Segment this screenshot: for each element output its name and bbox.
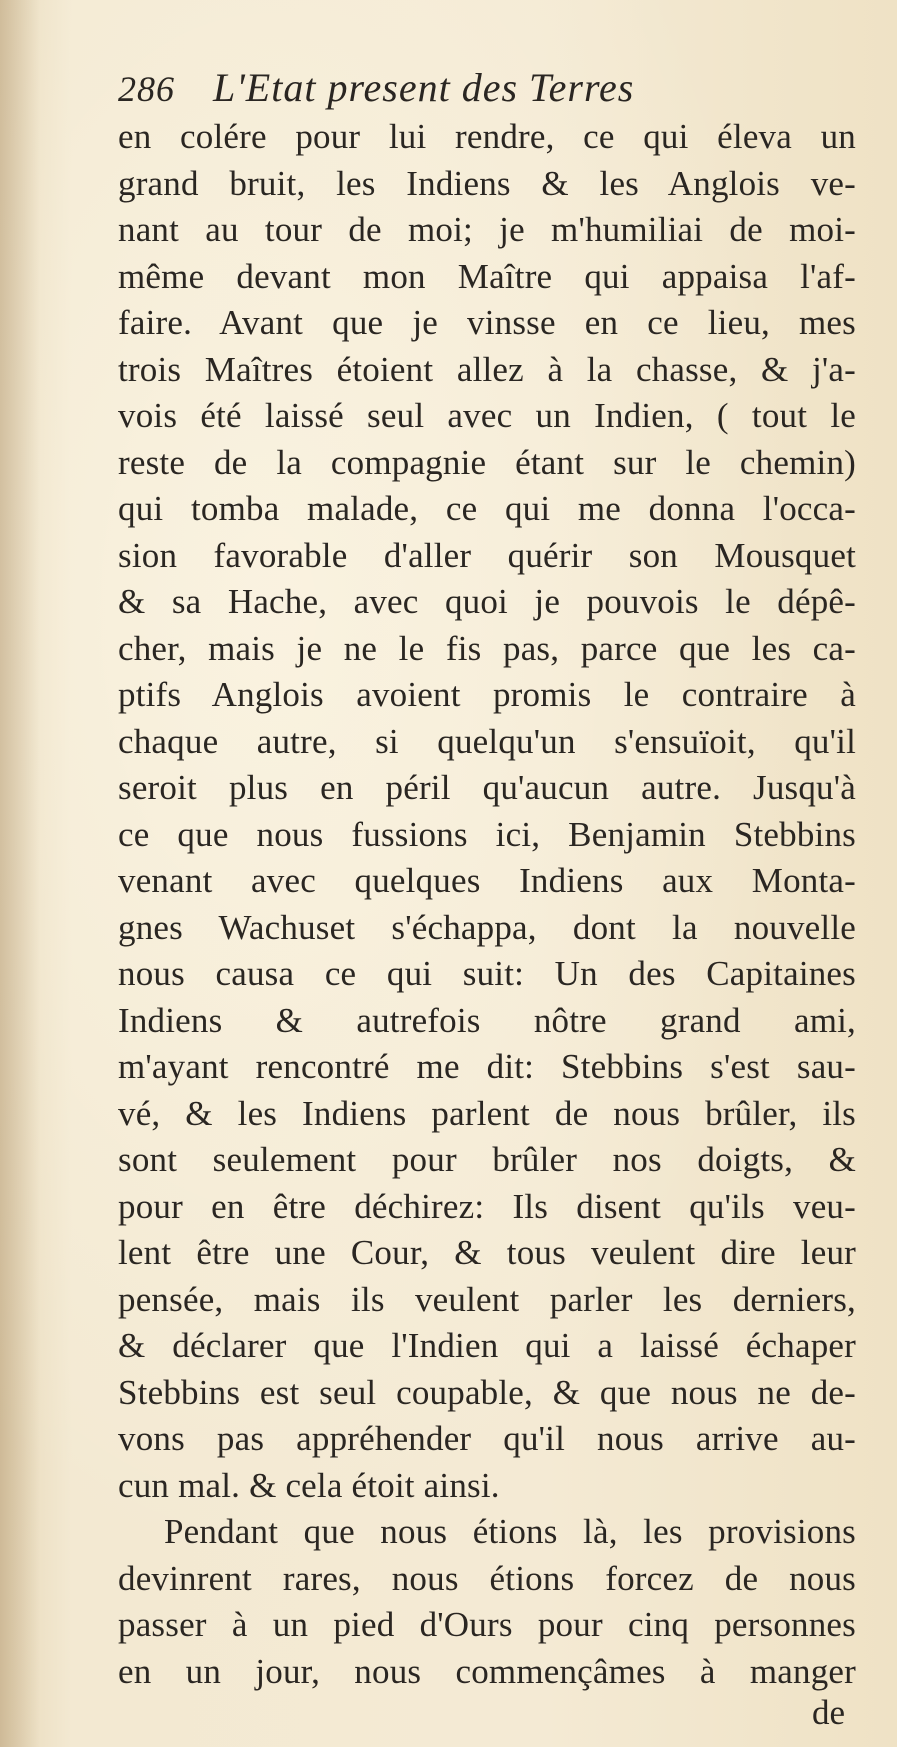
text-line: gnes Wachuset s'échappa, dont la nouvelle [118, 907, 856, 947]
text-line: passer à un pied d'Ours pour cinq personnes [118, 1605, 856, 1644]
text-line-paragraph-end: cun mal. & cela étoit ainsi. [118, 1465, 500, 1505]
text-line: m'ayant rencontré me dit: Stebbins s'est sau- [118, 1047, 856, 1086]
page-number: 286 [118, 69, 175, 109]
text-line: & sa Hache, avec quoi je pouvois le dépê- [118, 582, 856, 621]
text-line: Indiens & autrefois nôtre grand ami, [118, 1000, 856, 1040]
text-line-paragraph-start: Pendant que nous étions là, les provisions [164, 1512, 856, 1551]
text-line: trois Maîtres étoient allez à la chasse, & j'a- [118, 349, 856, 389]
text-line: & déclarer que l'Indien qui a laissé échaper [118, 1326, 856, 1365]
page-header [118, 64, 634, 116]
text-line: sion favorable d'aller quérir son Mousquet [118, 535, 856, 575]
text-line: pour en être déchirez: Ils disent qu'ils veu- [118, 1186, 856, 1226]
text-line: pensée, mais ils veulent parler les derniers, [118, 1279, 856, 1319]
text-line: vois été laissé seul avec un Indien, ( tout le [118, 396, 856, 435]
text-line: reste de la compagnie étant sur le chemin) [118, 442, 856, 482]
text-line: sont seulement pour brûler nos doigts, & [118, 1140, 856, 1179]
text-line: ce que nous fussions ici, Benjamin Stebbins [118, 814, 856, 854]
text-line: nous causa ce qui suit: Un des Capitaines [118, 954, 856, 993]
catchword: de [812, 1693, 846, 1732]
text-line: venant avec quelques Indiens aux Monta- [118, 861, 856, 900]
text-line: lent être une Cour, & tous veulent dire leur [118, 1233, 856, 1272]
text-line: même devant mon Maître qui appaisa l'af- [118, 256, 856, 296]
text-line: Stebbins est seul coupable, & que nous ne de- [118, 1372, 856, 1412]
text-line: ptifs Anglois avoient promis le contraire à [118, 675, 856, 714]
text-line: en colére pour lui rendre, ce qui éleva un [118, 117, 856, 156]
text-line: seroit plus en péril qu'aucun autre. Jusqu'à [118, 768, 856, 807]
text-line: nant au tour de moi; je m'humiliai de moi- [118, 210, 856, 249]
text-line: vons pas appréhender qu'il nous arrive au- [118, 1419, 856, 1458]
gutter-shadow [0, 0, 40, 1747]
body-text [118, 114, 856, 1695]
text-line: devinrent rares, nous étions forcez de nous [118, 1558, 856, 1598]
text-line: faire. Avant que je vinsse en ce lieu, mes [118, 303, 856, 342]
text-line: qui tomba malade, ce qui me donna l'occa- [118, 489, 856, 528]
text-line: en un jour, nous commençâmes à manger [118, 1651, 856, 1691]
text-line: chaque autre, si quelqu'un s'ensuïoit, qu'il [118, 721, 856, 761]
running-title: L'Etat present des Terres [213, 65, 635, 110]
text-line: grand bruit, les Indiens & les Anglois ve- [118, 163, 856, 203]
text-line: cher, mais je ne le fis pas, parce que les ca- [118, 628, 856, 668]
text-line: vé, & les Indiens parlent de nous brûler, ils [118, 1093, 856, 1133]
